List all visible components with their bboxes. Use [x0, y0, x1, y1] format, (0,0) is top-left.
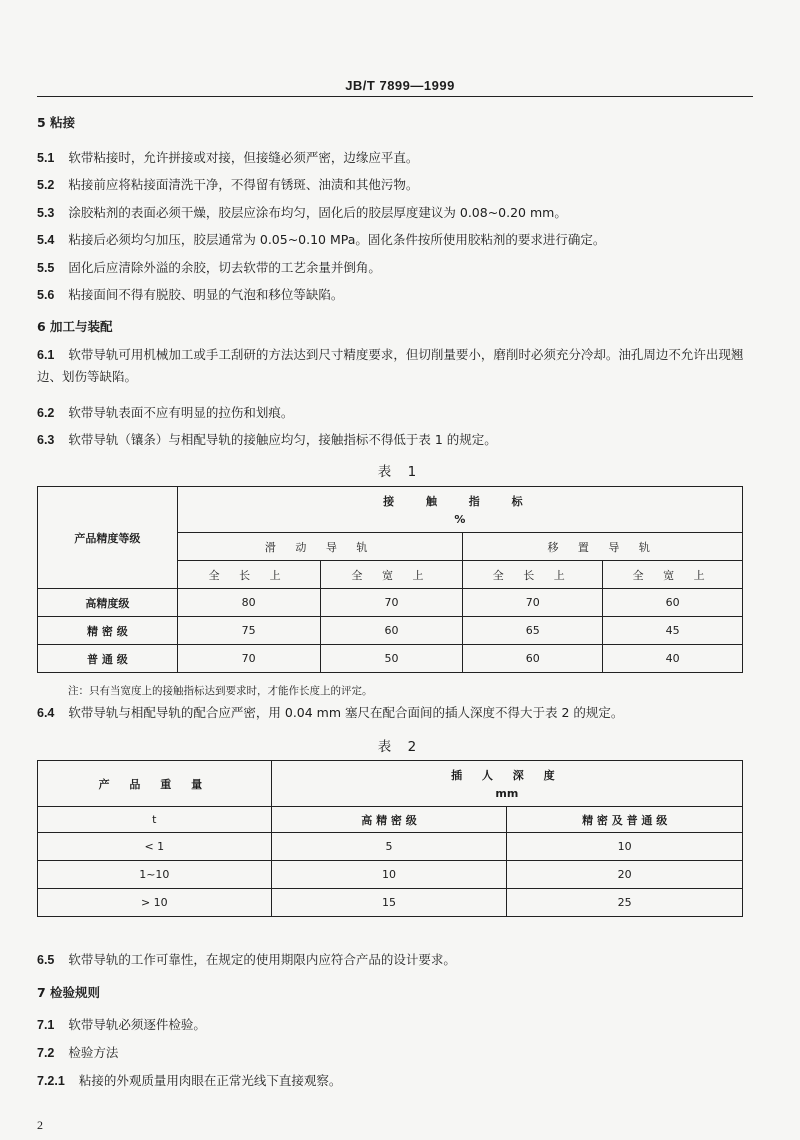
- clause-text: 粘接后必须均匀加压，胶层通常为 0.05~0.10 MPa。固化条件按所使用胶粘剂的要求进行确定。: [68, 232, 606, 247]
- clause-6-5: [37, 952, 456, 968]
- table-1-index-title: 接 触 指 标: [383, 495, 537, 508]
- table-1-length-header: 全 长 上: [177, 561, 320, 589]
- table-row: [38, 617, 743, 645]
- table-cell: 25: [507, 889, 743, 917]
- table-row: [38, 645, 743, 673]
- clause-number: 5.1: [37, 151, 55, 165]
- table-cell: 精 密 级: [38, 617, 178, 645]
- table-cell: 60: [463, 645, 603, 673]
- clause-6-3: [37, 432, 497, 448]
- clause-number: 7.2: [37, 1046, 55, 1060]
- table-2: [37, 760, 743, 917]
- clause-5-4: [37, 232, 605, 248]
- table-cell: 10: [507, 833, 743, 861]
- table-cell: 50: [320, 645, 463, 673]
- clause-7-2-1: [37, 1073, 341, 1089]
- clause-number: 6.1: [37, 348, 55, 362]
- header-rule: [37, 96, 753, 97]
- table-cell: 65: [463, 617, 603, 645]
- clause-text: 软带导轨与相配导轨的配合应严密，用 0.04 mm 塞尺在配合面间的插人深度不得大于表 2 的规定。: [68, 705, 624, 720]
- table-cell: 75: [177, 617, 320, 645]
- table-1-caption: 表 1: [377, 464, 423, 480]
- table-row: [38, 589, 743, 617]
- clause-7-1: [37, 1017, 206, 1033]
- table-1-index-unit: %: [454, 513, 466, 526]
- clause-number: 6.3: [37, 433, 55, 447]
- table-2-caption: 表 2: [377, 739, 423, 755]
- table-1-length-header: 全 长 上: [463, 561, 603, 589]
- clause-number: 7.2.1: [37, 1074, 65, 1088]
- clause-number: 6.2: [37, 406, 55, 420]
- clause-text: 软带导轨可用机械加工或手工刮研的方法达到尺寸精度要求，但切削量要小，磨削时必须充分冷却。油孔周边不允许出现翘边、划伤等缺陷。: [37, 347, 744, 384]
- table-1-width-header: 全 宽 上: [603, 561, 743, 589]
- table-1-width-header: 全 宽 上: [320, 561, 463, 589]
- clause-text: 软带粘接时，允许拼接或对接，但接缝必须严密，边缘应平直。: [68, 150, 419, 165]
- clause-text: 粘接面间不得有脱胶、明显的气泡和移位等缺陷。: [68, 287, 344, 302]
- table-cell: 45: [603, 617, 743, 645]
- section-6-title: 6 加工与装配: [37, 319, 113, 334]
- table-cell: 10: [271, 861, 507, 889]
- clause-6-1: [37, 344, 755, 388]
- clause-5-2: [37, 177, 418, 193]
- table-cell: 70: [177, 645, 320, 673]
- clause-text: 固化后应清除外溢的余胶，切去软带的工艺余量并倒角。: [68, 260, 381, 275]
- clause-6-2: [37, 405, 293, 421]
- clause-7-2: [37, 1045, 118, 1061]
- clause-text: 软带导轨必须逐件检验。: [68, 1017, 206, 1032]
- table-cell: < 1: [38, 833, 272, 861]
- clause-text: 涂胶粘剂的表面必须干燥，胶层应涂布均匀，固化后的胶层厚度建议为 0.08~0.20 mm。: [68, 205, 567, 220]
- table-1-sliding-header: 滑 动 导 轨: [177, 533, 463, 561]
- table-1: [37, 486, 743, 673]
- table-cell: 普 通 级: [38, 645, 178, 673]
- clause-number: 5.5: [37, 261, 55, 275]
- table-row: [38, 861, 743, 889]
- table-cell: 5: [271, 833, 507, 861]
- clause-text: 检验方法: [68, 1045, 119, 1060]
- table-cell: 60: [320, 617, 463, 645]
- table-cell: 20: [507, 861, 743, 889]
- clause-5-3: [37, 205, 567, 221]
- standard-header: JB/T 7899—1999: [345, 78, 455, 93]
- table-1-index-header: [177, 487, 742, 533]
- table-2-depth-unit: mm: [495, 787, 519, 800]
- clause-number: 5.4: [37, 233, 55, 247]
- page-number: 2: [37, 1118, 43, 1132]
- clause-number: 6.5: [37, 953, 55, 967]
- table-1-moving-header: 移 置 导 轨: [463, 533, 743, 561]
- clause-text: 粘接的外观质量用肉眼在正常光线下直接观察。: [78, 1073, 342, 1088]
- table-cell: 高精度级: [38, 589, 178, 617]
- clause-5-1: [37, 150, 418, 166]
- section-5-title: 5 粘接: [37, 115, 76, 130]
- table-row: [38, 889, 743, 917]
- clause-number: 7.1: [37, 1018, 55, 1032]
- table-2-depth-header: [271, 761, 742, 807]
- clause-text: 软带导轨（镶条）与相配导轨的接触应均匀，接触指标不得低于表 1 的规定。: [68, 432, 497, 447]
- table-1-note: 注：只有当宽度上的接触指标达到要求时，才能作长度上的评定。: [68, 685, 373, 697]
- table-cell: 70: [463, 589, 603, 617]
- table-2-precision-header: 精 密 及 普 通 级: [507, 807, 743, 833]
- table-cell: 40: [603, 645, 743, 673]
- clause-5-5: [37, 260, 381, 276]
- clause-text: 粘接前应将粘接面清洗干净，不得留有锈斑、油渍和其他污物。: [68, 177, 419, 192]
- table-cell: > 10: [38, 889, 272, 917]
- table-cell: 70: [320, 589, 463, 617]
- table-2-weight-unit: t: [38, 807, 272, 833]
- table-cell: 1~10: [38, 861, 272, 889]
- clause-number: 5.3: [37, 206, 55, 220]
- table-cell: 15: [271, 889, 507, 917]
- table-cell: 80: [177, 589, 320, 617]
- table-2-depth-title: 插 人 深 度: [451, 769, 563, 782]
- clause-number: 5.2: [37, 178, 55, 192]
- section-7-title: 7 检验规则: [37, 985, 101, 1000]
- clause-6-4: [37, 705, 623, 721]
- table-cell: 60: [603, 589, 743, 617]
- clause-text: 软带导轨表面不应有明显的拉伤和划痕。: [68, 405, 294, 420]
- table-1-grade-header: 产品精度等级: [38, 487, 178, 589]
- table-2-high-precision-header: 高 精 密 级: [271, 807, 507, 833]
- table-row: [38, 833, 743, 861]
- clause-text: 软带导轨的工作可靠性，在规定的使用期限内应符合产品的设计要求。: [68, 952, 456, 967]
- clause-number: 6.4: [37, 706, 55, 720]
- clause-5-6: [37, 287, 343, 303]
- table-2-weight-header: 产 品 重 量: [38, 761, 272, 807]
- clause-number: 5.6: [37, 288, 55, 302]
